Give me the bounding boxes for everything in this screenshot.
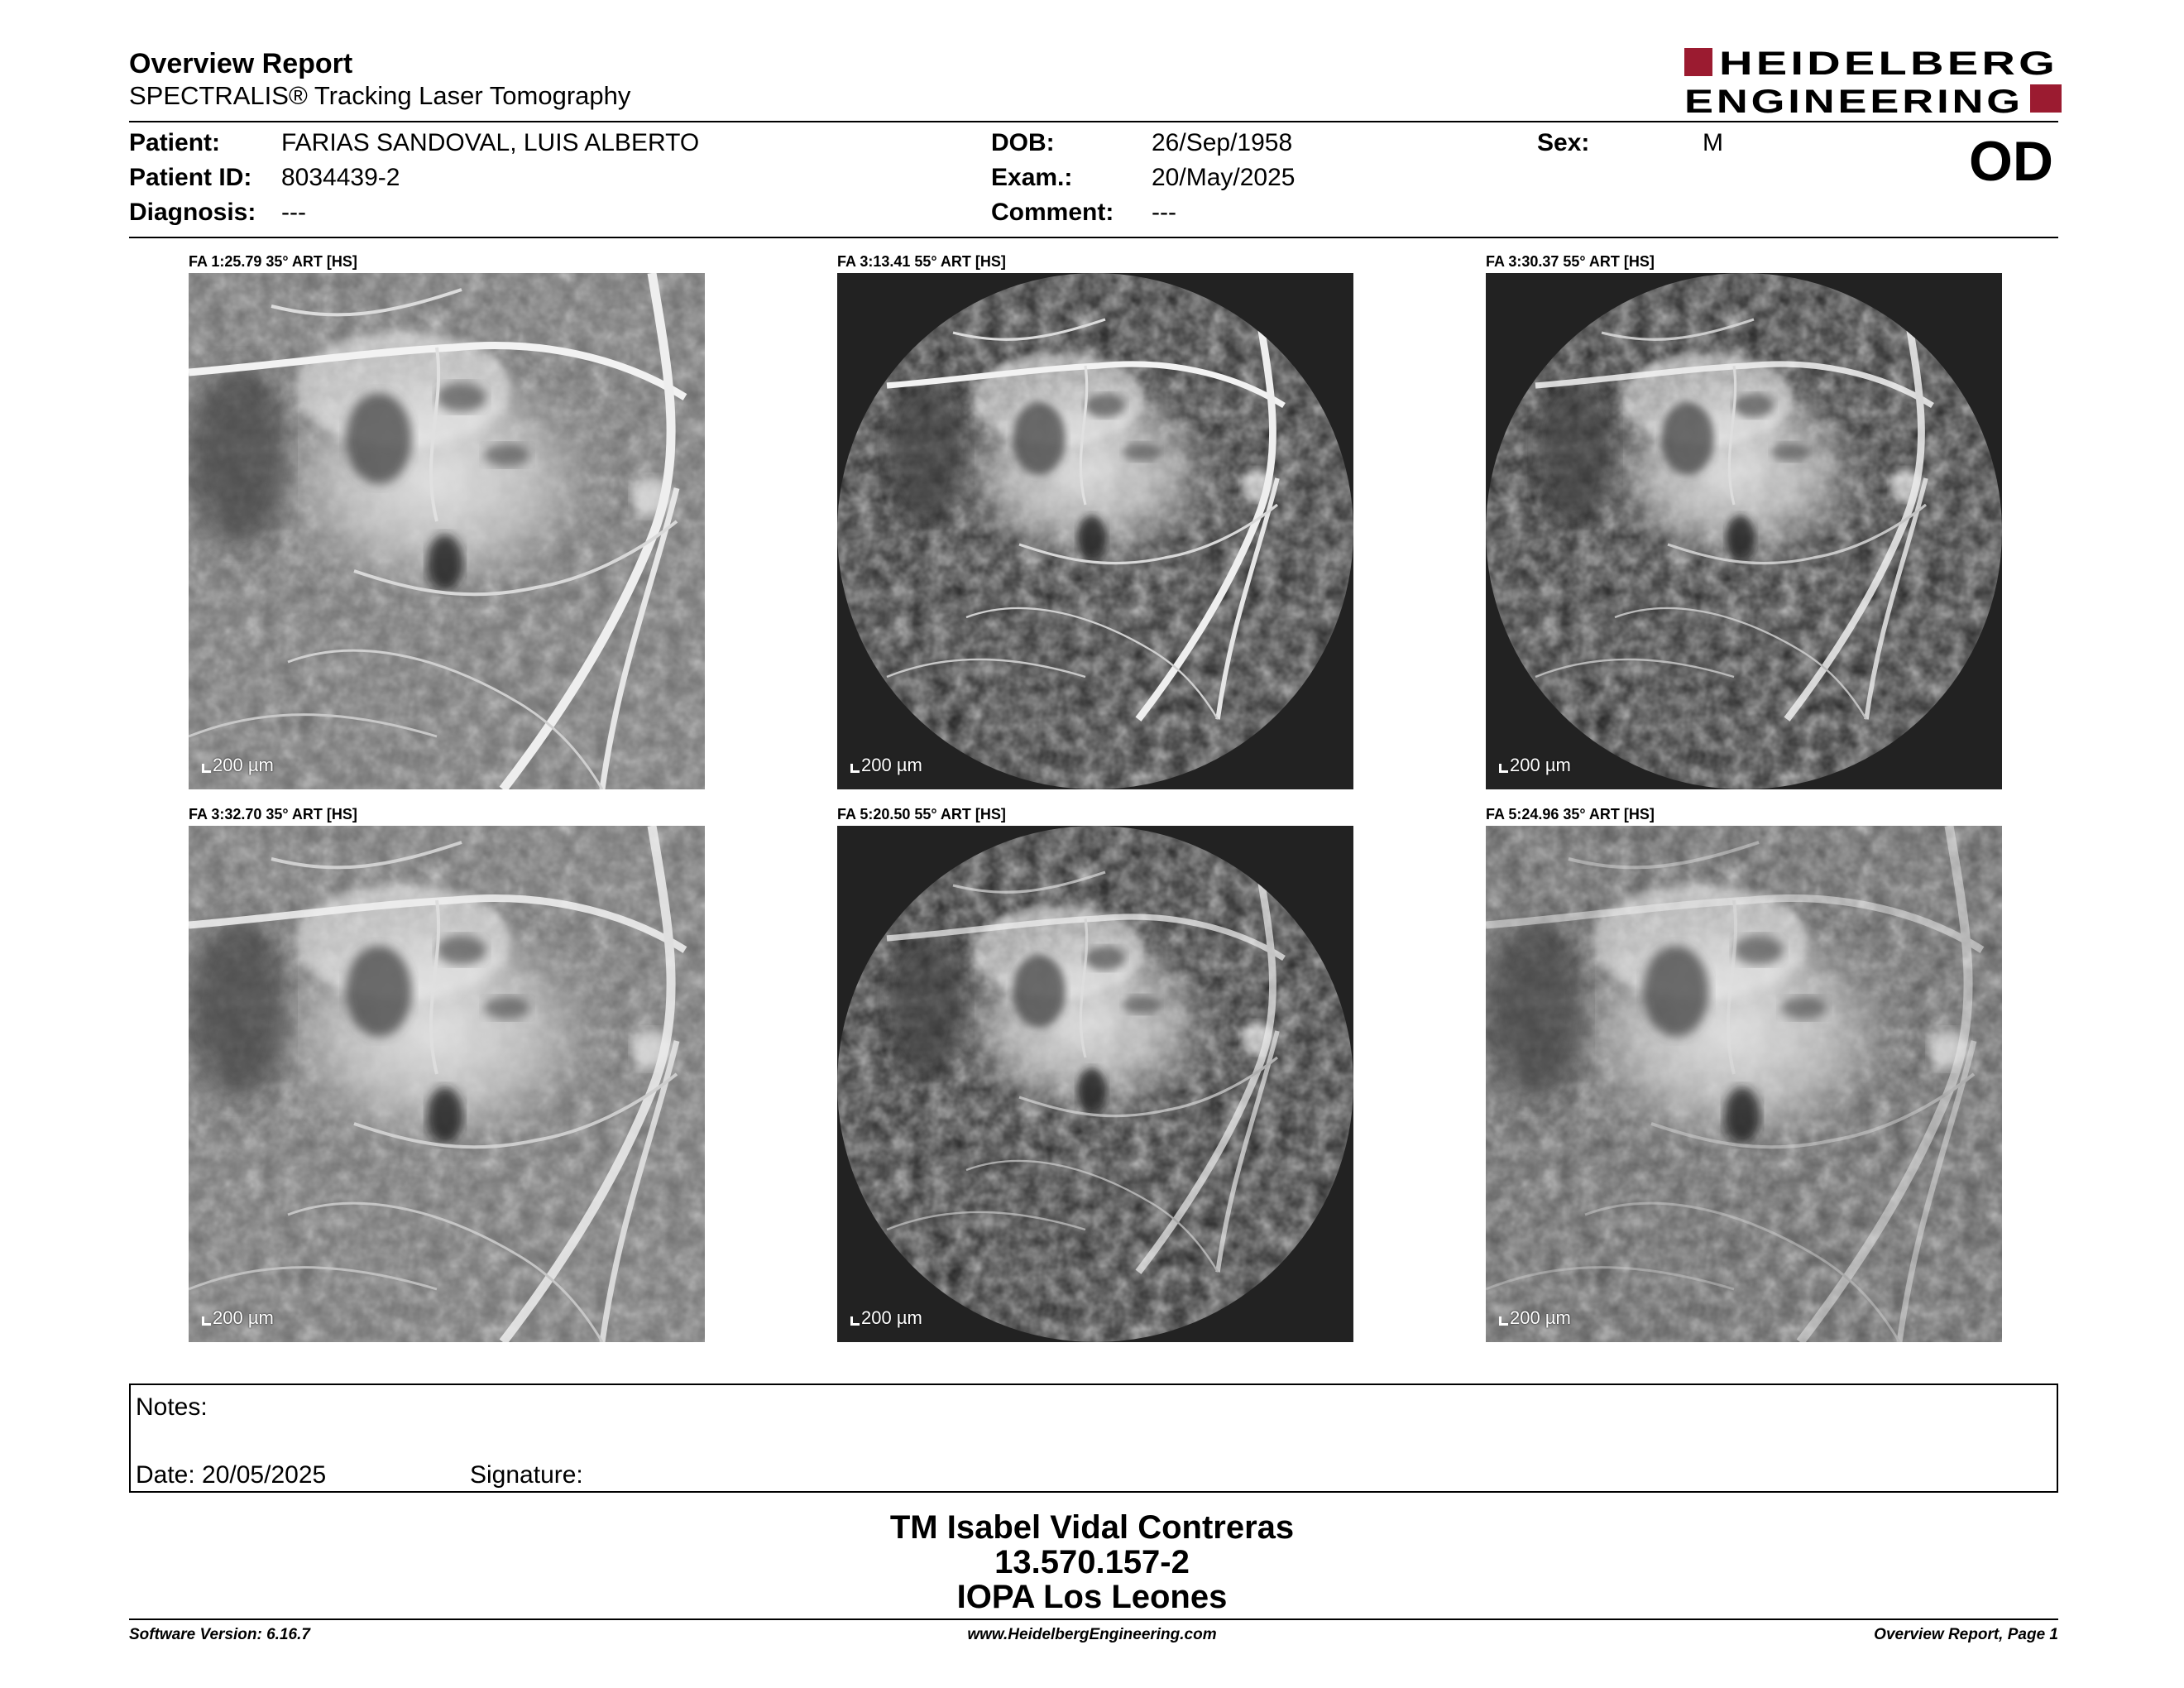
comment-value: ---: [1152, 199, 1176, 226]
image-caption: FA 3:13.41 55° ART [HS]: [837, 253, 1006, 270]
diagnosis-value: ---: [281, 199, 306, 226]
image-caption: FA 1:25.79 35° ART [HS]: [189, 253, 357, 270]
scale-bar: 200 µm: [1499, 755, 1571, 776]
header-rule: [129, 121, 2058, 122]
dob-value: 26/Sep/1958: [1152, 129, 1293, 156]
sex-value: M: [1703, 129, 1723, 156]
signature-label: Signature:: [470, 1461, 583, 1489]
scale-bar: 200 µm: [850, 755, 922, 776]
image-caption: FA 5:20.50 55° ART [HS]: [837, 806, 1006, 822]
scale-bar: 200 µm: [850, 1307, 922, 1329]
signer-name: TM Isabel Vidal Contreras: [889, 1509, 1295, 1546]
patient-name: FARIAS SANDOVAL, LUIS ALBERTO: [281, 129, 700, 156]
signer-institution: IOPA Los Leones: [956, 1579, 1228, 1615]
patient-label: Patient:: [129, 129, 221, 156]
fa-image-6[interactable]: [1486, 826, 2002, 1342]
image-caption: FA 3:30.37 55° ART [HS]: [1486, 253, 1655, 270]
comment-label: Comment:: [991, 199, 1114, 226]
svg-text:HEIDELBERG: HEIDELBERG: [1719, 46, 2058, 82]
fa-image-1[interactable]: [189, 273, 705, 789]
report-subtitle: SPECTRALIS® Tracking Laser Tomography: [129, 81, 631, 110]
footer-rule: [129, 1618, 2058, 1620]
scale-bar: 200 µm: [1499, 1307, 1571, 1329]
date-label: Date: 20/05/2025: [136, 1461, 327, 1489]
eye-indicator: OD: [1969, 130, 2053, 193]
signer-rut: 13.570.157-2: [994, 1544, 1190, 1580]
patient-rule: [129, 237, 2058, 238]
notes-box[interactable]: [129, 1383, 2058, 1493]
image-caption: FA 3:32.70 35° ART [HS]: [189, 806, 357, 822]
report-title: Overview Report: [129, 48, 353, 79]
website-link[interactable]: www.HeidelbergEngineering.com: [967, 1626, 1217, 1643]
diagnosis-label: Diagnosis:: [129, 199, 256, 226]
fa-image-2[interactable]: [837, 273, 1353, 789]
exam-label: Exam.:: [991, 164, 1073, 191]
page-indicator: Overview Report, Page 1: [1874, 1626, 2058, 1643]
software-version: Software Version: 6.16.7: [129, 1626, 310, 1643]
svg-text:ENGINEERING: ENGINEERING: [1684, 84, 2024, 117]
fa-image-3[interactable]: [1486, 273, 2002, 789]
patient-id-value: 8034439-2: [281, 164, 400, 191]
sex-label: Sex:: [1537, 129, 1590, 156]
dob-label: DOB:: [991, 129, 1055, 156]
scale-bar: 200 µm: [202, 1307, 274, 1329]
patient-id-label: Patient ID:: [129, 164, 252, 191]
image-caption: FA 5:24.96 35° ART [HS]: [1486, 806, 1655, 822]
scale-bar: 200 µm: [202, 755, 274, 776]
fa-image-5[interactable]: [837, 826, 1353, 1342]
exam-value: 20/May/2025: [1152, 164, 1296, 191]
notes-label: Notes:: [136, 1393, 208, 1421]
heidelberg-logo: [1684, 46, 2062, 117]
fa-image-4[interactable]: [189, 826, 705, 1342]
